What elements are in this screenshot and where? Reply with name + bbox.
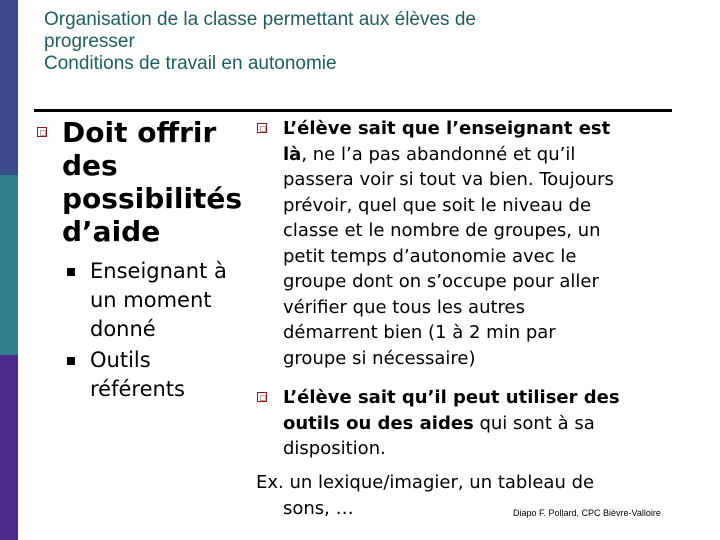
right-paragraph-2	[283, 385, 620, 462]
bullet-square-icon	[37, 127, 47, 137]
p1-line: groupe si nécessaire)	[283, 347, 476, 369]
left-heading-line: Doit offrir	[62, 116, 217, 149]
side-bar-segment-bottom	[0, 355, 18, 540]
title-line-1: Organisation de la classe permettant aux élèves de	[44, 9, 476, 30]
p2-last-line: sons, …	[283, 498, 354, 519]
side-bar-segment-middle	[0, 175, 18, 355]
slide-title	[44, 9, 684, 75]
left-item-line: un moment	[90, 288, 212, 312]
p2-line-3: disposition.	[283, 438, 386, 459]
left-item-line: Outils	[90, 348, 151, 372]
bullet-square-icon	[257, 123, 267, 133]
p2-line-2: qui sont à sa	[473, 412, 595, 434]
title-line-2: progresser	[44, 31, 135, 52]
p1-line: vérifier que tous les autres	[283, 296, 525, 318]
p1-line: classe et le nombre de groupes, un	[283, 220, 601, 241]
left-heading-line: des	[62, 149, 118, 182]
p2-bold-line: L’élève sait qu’il peut utiliser des	[283, 387, 620, 408]
p1-bold-line: L’élève sait que l’enseignant est	[283, 118, 611, 139]
p2-bold-phrase: outils ou des aides	[283, 412, 474, 434]
bullet-square-icon	[257, 392, 267, 402]
left-heading-line: d’aide	[62, 215, 161, 248]
left-item-teacher	[90, 257, 227, 344]
decorative-side-bar	[0, 0, 18, 540]
title-line-3: Conditions de travail en autonomie	[44, 53, 337, 74]
left-item-line: référents	[90, 377, 185, 401]
p1-line-2: , ne l’a pas abandonné et qu’il	[301, 143, 576, 165]
sub-bullet-icon	[67, 357, 75, 365]
left-item-line: donné	[90, 317, 156, 341]
left-heading	[62, 116, 242, 248]
right-paragraph-1	[283, 116, 614, 371]
p1-bold-word: là	[283, 143, 302, 165]
title-underline	[34, 109, 672, 112]
p1-line: démarrent bien (1 à 2 min par	[283, 322, 556, 343]
p2-example-line: Ex. un lexique/imagier, un tableau de	[256, 472, 595, 493]
p1-line: petit temps d’autonomie avec le	[283, 245, 577, 267]
p1-line: groupe dont on s’occupe pour aller	[283, 271, 599, 292]
p1-line: prévoir, quel que soit le niveau de	[283, 194, 592, 216]
left-heading-line: possibilités	[62, 182, 243, 215]
p1-line: passera voir si tout va bien. Toujours	[283, 169, 614, 190]
left-item-line: Enseignant à	[90, 259, 227, 283]
sub-bullet-icon	[67, 268, 75, 276]
side-bar-segment-top	[0, 0, 18, 175]
left-item-tools	[90, 346, 185, 404]
slide-credit: Diapo F. Pollard, CPC Bièvre-Valloire	[513, 508, 661, 518]
